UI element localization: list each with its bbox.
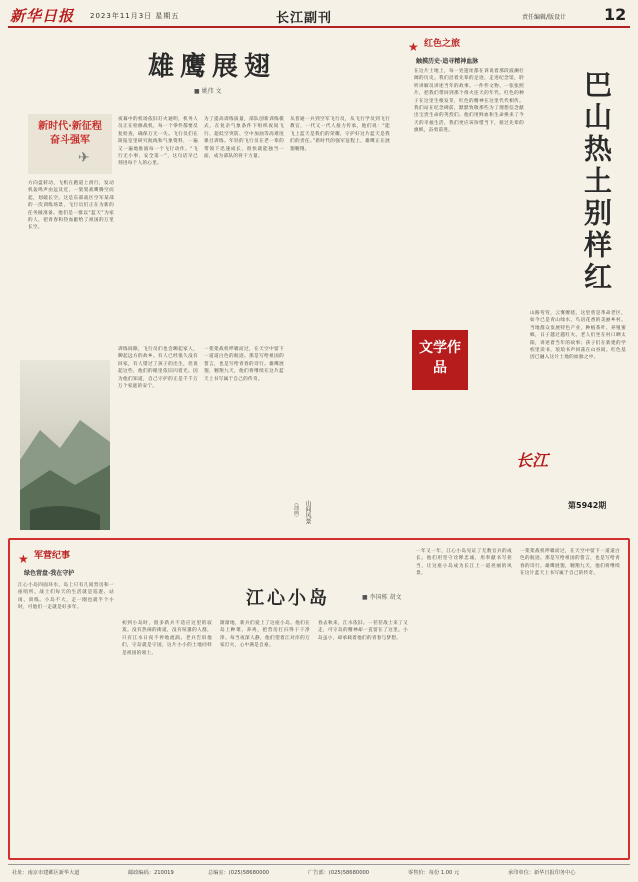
- section-name: 长江副刊: [276, 11, 333, 26]
- masthead: [8, 4, 630, 26]
- red-star-subtitle: 触摸历史·追寻精神血脉: [416, 58, 479, 65]
- article-title: 雄鹰展翅: [148, 52, 277, 82]
- footer-phone-2: 广告部：(025)58680000: [308, 870, 370, 876]
- editor-credit: 责任编辑/版设计: [522, 14, 567, 21]
- newspaper-logo: 新华日报: [10, 7, 75, 25]
- bottom-col-2: 初到小岛时，很多新兵不适应这里的寂寞。没有热闹的街道，没有喧嚣的人群，只有江水日夜不停地流淌。老兵告诉他们，守岛就是守国，这片小小的土地同样是祖国的领土。: [122, 621, 212, 656]
- banner-graphic: [28, 114, 112, 174]
- left-block-subtitle: 绿色营盘·我在守护: [24, 570, 75, 577]
- right-body: 山路弯弯，云雾缭绕。这里曾是革命老区，如今已是青山绿水、鸟语花香的美丽乡村。当地群众发展特色产业，种植茶叶、养殖蜜蜂，日子越过越红火。老人们坐在村口晒太阳，讲述着当年的故事；孩子们在新建的学校里读书，琅琅书声回荡在山谷间。红色基因已融入这片土地的血脉之中。: [530, 311, 626, 361]
- footer-printer: 承印单位：新华日报印务中心: [508, 870, 576, 876]
- bottom-col-5: 一年又一年，江心小岛见证了无数官兵的成长。他们用坚守诠释忠诚，用奉献书写担当，让这座小岛成为长江上一道亮丽的风景。: [416, 549, 512, 577]
- landscape-painting: [20, 360, 110, 530]
- header-rule: [8, 26, 630, 28]
- wenxue-badge: [412, 330, 468, 390]
- red-star-section: [408, 30, 630, 534]
- footer-phone-1: 总编室：(025)58680000: [208, 870, 270, 876]
- bottom-byline: ■ 李国栋 胡文: [362, 594, 402, 601]
- footer-price: 零售价：每份 1.00 元: [408, 870, 460, 876]
- bottom-title: 江心小岛: [246, 588, 330, 609]
- issue-number: 第5942期: [568, 501, 607, 510]
- vertical-title: 巴山热土别样红: [580, 70, 613, 294]
- banner-text: 新时代·新征程 奋斗强军: [38, 121, 102, 146]
- star-icon: ★: [408, 40, 419, 54]
- article-col-3: 为了提高训练质量，部队创新训练模式，在复杂气象条件下组织夜间飞行、超低空突防、空中加油等高难度课目训练。年轻的飞行员在老一辈的带领下迅速成长，很快就能独当一面，成为部队的骨干力量。: [204, 117, 284, 160]
- wenxue-logo: 长江: [516, 451, 549, 470]
- article-col-4: 从普通一兵到空军飞行员，从飞行学员到飞行教官，一代又一代人接力传承。他们说：“能飞上蓝天是我们的荣耀，守护好这片蓝天是我们的责任。”新时代的强军征程上，雄鹰正在展翅翱翔。: [290, 117, 390, 152]
- red-star-title: 红色之旅: [424, 39, 461, 49]
- left-block-title: 军营纪事: [34, 551, 71, 561]
- red-star-body: 在这片土地上，每一处遗址都在诉说着那段波澜壮阔的历史。我们沿着先辈的足迹，走进纪念馆，聆听讲解员讲述当年的故事。一件件文物、一张张照片，把我们带回到那个烽火连天的年代。红色的种子在这里生根发芽，红色的精神在这里代代相传。我们站在纪念碑前，默默致敬那些为了理想信念献出宝贵生命的英烈们。他们用鲜血和生命换来了今天的幸福生活，我们更应该珍惜当下，接过先辈的旗帜，奋勇前进。: [414, 69, 524, 134]
- red-star-header: [408, 36, 558, 54]
- bottom-col-3: 渐渐地，新兵们爱上了这座小岛。他们在岛上种菜、养鸡，把营房打扫得干干净净。每当夜深人静，他们望着江对岸的万家灯火，心中满是自豪。: [220, 621, 310, 649]
- issue-date: 2023年11月3日 星期五: [90, 12, 180, 20]
- left-block: [18, 548, 114, 848]
- footer: [8, 867, 630, 879]
- painting-caption: 山间风景: [304, 500, 311, 524]
- page-number: 12: [604, 5, 627, 24]
- bottom-col-6: 一架架战机呼啸而过，在天空中留下一道道白色的航迹。那是写给祖国的誓言，也是写给青春的诗行。雄鹰展翅，翱翔九天，他们将继续在这片蓝天上书写属于自己的传奇。: [520, 549, 620, 577]
- footer-postcode: 邮政编码：210019: [128, 870, 174, 876]
- bottom-col-1: 江心小岛四面环水，岛上只有几间营房和一座哨所。战士们每天的生活就是巡逻、站岗、训练。小岛不大，走一圈也就半个小时，可他们一走就是好多年。: [18, 583, 114, 611]
- article-col-5: 训练间隙，飞行员们也会聊起家人，聊起远方的故乡。有人已经很久没有回家，有人错过了孩子的出生，但说起这些，他们的眼里依旧闪着光。因为他们知道，自己守护的正是千千万万个家庭的安宁。: [118, 347, 198, 390]
- footer-rule: [8, 864, 630, 865]
- article-col-1: 方向盘转动，飞机在跑道上滑行，发动机轰鸣声由远及近，一架架战鹰腾空而起，划破长空。这是东部战区空军某部的一次训练场景，飞行员们正在为新的任务做准备。他们是一群以“蓝天”为家的人，把青春和热血献给了祖国的万里长空。: [28, 181, 114, 231]
- article-col-2: 夜幕中的机场依旧灯火通明，机务人员正在检修战机，每一个零件都要反复检查，确保万无一失。飞行员们在简报室里研究航线和气象资料，一遍又一遍地推演每一个飞行动作。“飞行无小事，安全第一”，这句话早已刻进每个人的心里。: [118, 117, 198, 167]
- painting-artwork: [20, 360, 110, 530]
- article-byline: ■ 姚伟 文: [194, 88, 222, 95]
- footer-address: 社址：南京市建邺区新华大道: [12, 870, 80, 876]
- painting-credit: （油画）: [293, 500, 299, 520]
- bottom-col-4: 春去秋来，江水依旧。一茬茬战士来了又走，可守岛的精神却一直留在了这里。小岛虽小，却承载着他们的青春与梦想。: [318, 621, 408, 641]
- wenxue-label: 文学作品: [419, 340, 461, 376]
- bottom-article-frame: [8, 538, 630, 860]
- star-icon-bottom: ★: [18, 552, 29, 566]
- left-block-header: [18, 548, 71, 567]
- jet-icon: ✈: [78, 150, 90, 166]
- article-col-6: 一架架战机呼啸而过，在天空中留下一道道白色的航迹。那是写给祖国的誓言，也是写给青春的诗行。雄鹰展翅，翱翔九天，他们将继续在这片蓝天上书写属于自己的传奇。: [204, 347, 284, 382]
